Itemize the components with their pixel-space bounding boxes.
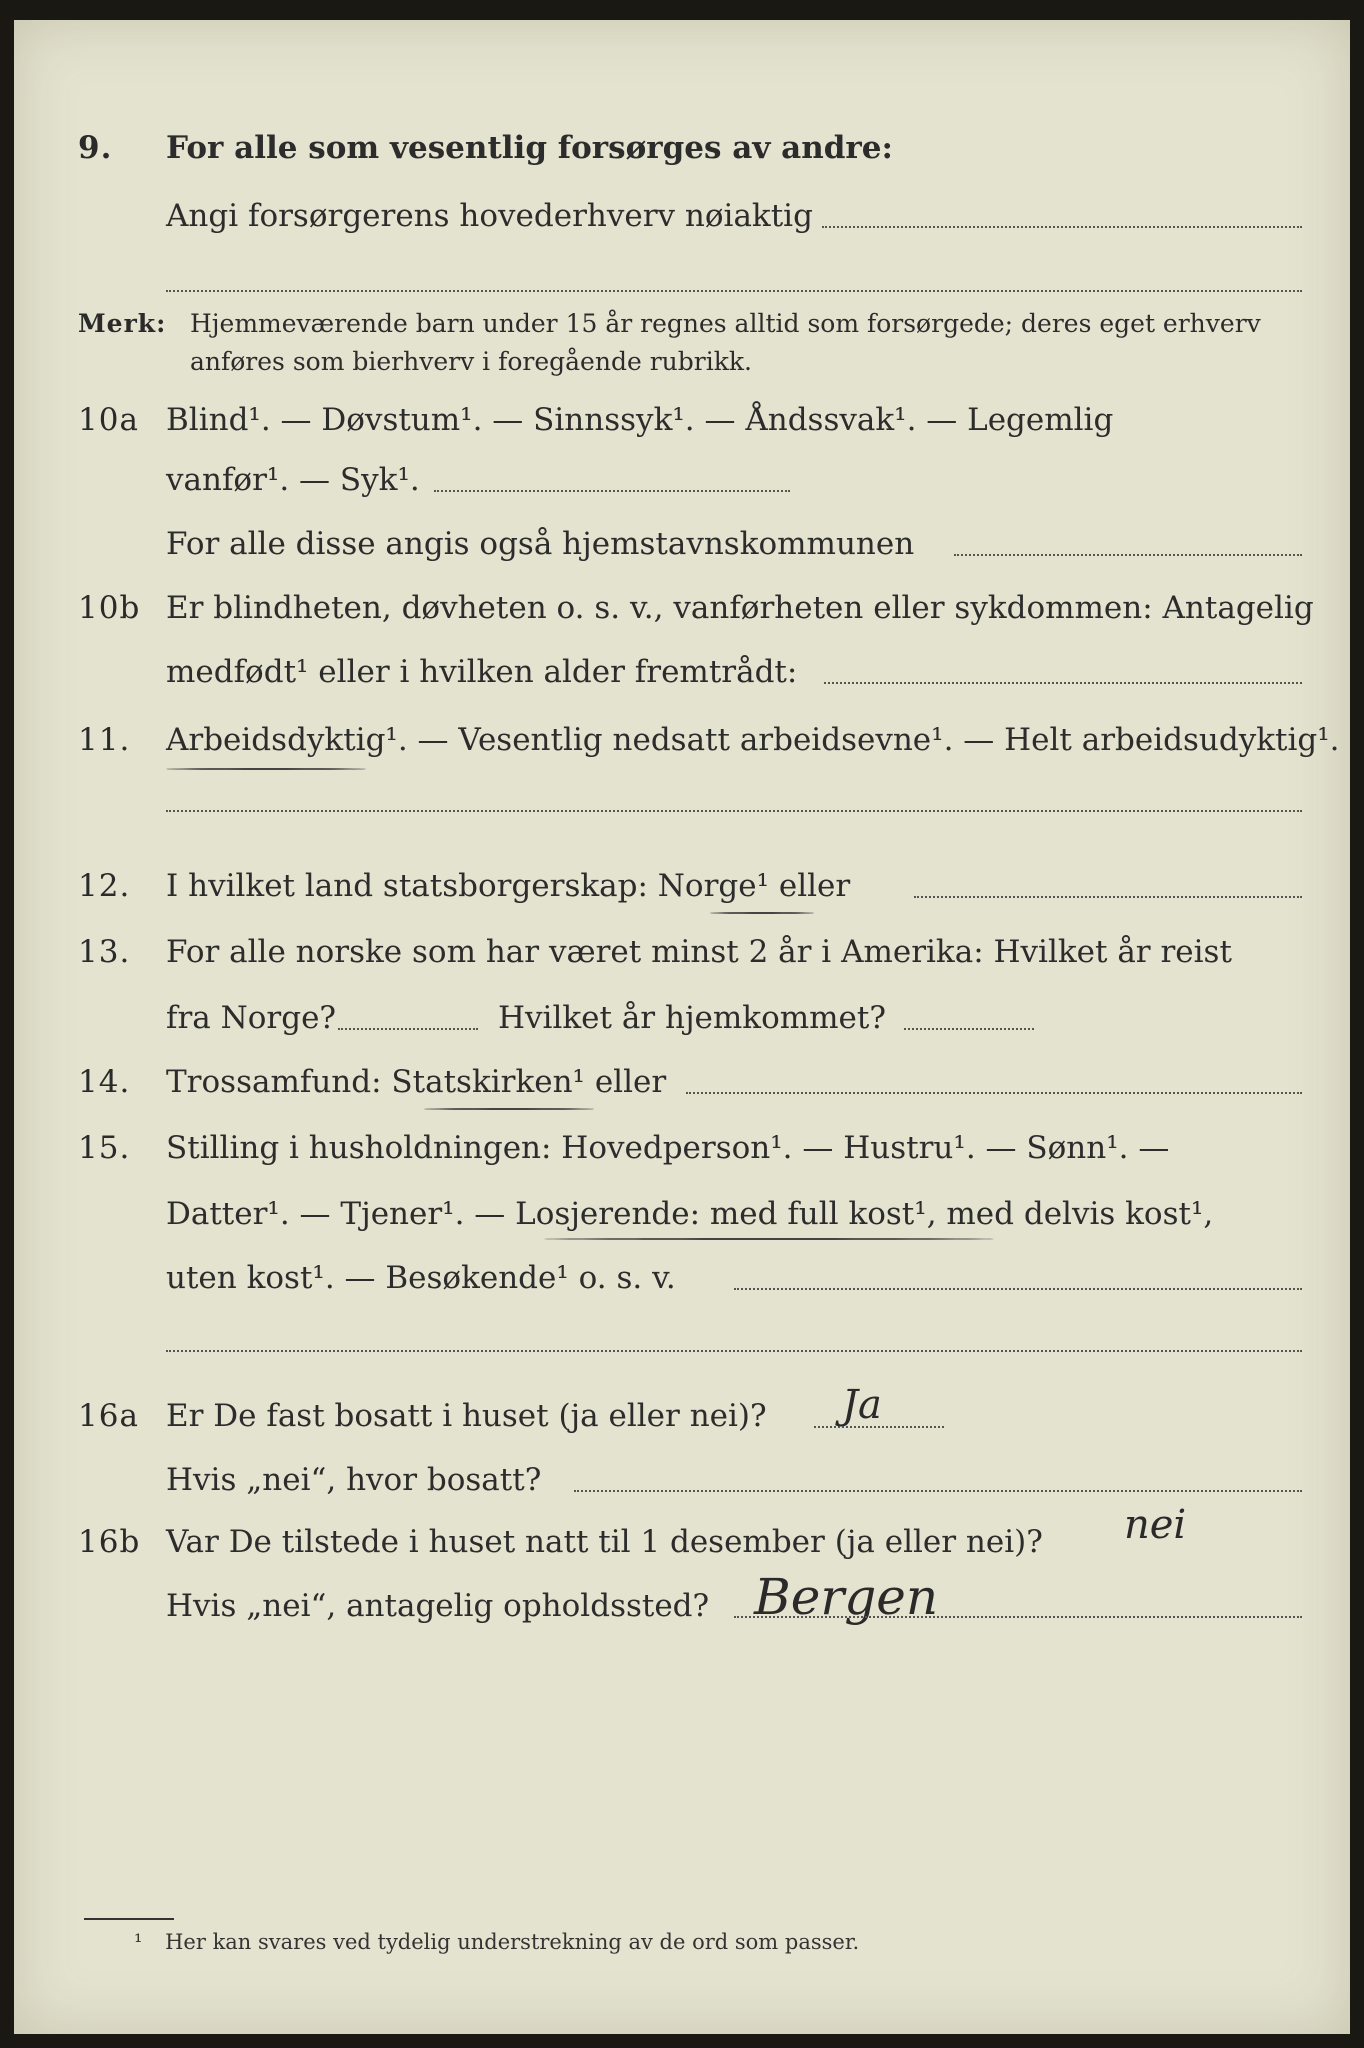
question-text: Hvilket år hjemkommet? [498,1000,886,1036]
footnote-mark: ¹ [134,1930,143,1954]
handwritten-underline [424,1108,594,1110]
handwritten-answer: nei [1124,1502,1187,1548]
answer-line[interactable] [686,1092,1302,1094]
question-15-line2 [14,1186,1350,1242]
question-10b-row [14,580,1350,636]
answer-line[interactable] [574,1490,1302,1492]
question-text: Angi forsørgerens hovederhverv nøiaktig [166,198,813,234]
question-text: For alle disse angis også hjemstavnskommunen [166,526,915,562]
question-10a-line2 [14,452,1350,508]
question-number: 15. [78,1130,131,1166]
answer-line[interactable] [914,896,1302,898]
question-text: Arbeidsdyktig¹. — Vesentlig nedsatt arbeidsevne¹. — Helt arbeidsudyktig¹. [166,722,1340,758]
question-text: fra Norge? [166,1000,337,1036]
note-text-1: Hjemmeværende barn under 15 år regnes alltid som forsørgede; deres eget erhverv [190,309,1261,338]
question-number: 13. [78,934,131,970]
question-number: 11. [78,722,131,758]
question-text: Hvis „nei“, hvor bosatt? [166,1462,542,1498]
question-text: Trossamfund: Statskirken¹ eller [166,1064,667,1100]
question-number: 10b [78,590,141,626]
question-number: 14. [78,1064,131,1100]
footnote-text: Her kan svares ved tydelig understrekning av de ord som passer. [165,1930,860,1954]
handwritten-answer: Ja [842,1382,882,1428]
question-10b-line2 [14,644,1350,700]
question-number: 16b [78,1524,141,1560]
question-16a-row [14,1388,1350,1444]
handwritten-underline [166,768,366,770]
question-14-row [14,1054,1350,1110]
answer-line[interactable] [166,290,1302,292]
question-text: Datter¹. — Tjener¹. — Losjerende: med full kost¹, med delvis kost¹, [166,1196,1214,1232]
question-text: For alle norske som har været minst 2 år i Amerika: Hvilket år reist [166,934,1232,970]
note-text-2: anføres som bierhverv i foregående rubrikk. [190,347,752,376]
question-12-row [14,858,1350,914]
question-number: 12. [78,868,131,904]
answer-line[interactable] [734,1288,1302,1290]
question-text: For alle som vesentlig forsørges av andre: [166,130,893,166]
question-16a-line2 [14,1452,1350,1508]
footnote-rule [84,1918,174,1920]
note-merk [14,305,1350,385]
question-text: Hvis „nei“, antagelig opholdssted? [166,1588,710,1624]
answer-line[interactable] [166,810,1302,812]
handwritten-answer: Bergen [754,1568,939,1626]
question-number: 9. [78,130,113,166]
question-13-row [14,924,1350,980]
question-text: medfødt¹ eller i hvilken alder fremtrådt: [166,654,798,690]
question-15-row [14,1120,1350,1176]
question-text: Blind¹. — Døvstum¹. — Sinnssyk¹. — Åndssvak¹. — Legemlig [166,402,1114,438]
question-text: vanfør¹. — Syk¹. [166,462,420,498]
question-15-line3 [14,1250,1350,1306]
note-label: Merk: [78,309,167,338]
answer-line[interactable] [338,1028,478,1030]
question-text: Er blindheten, døvheten o. s. v., vanførheten eller sykdommen: Antagelig [166,590,1314,626]
answer-line[interactable] [434,490,790,492]
footnote [134,1930,859,1954]
census-form-page [14,20,1350,2034]
question-10a-row [14,392,1350,448]
answer-line[interactable] [166,1350,1302,1352]
question-text: I hvilket land statsborgerskap: Norge¹ eller [166,868,851,904]
answer-line[interactable] [954,554,1302,556]
question-number: 16a [78,1398,139,1434]
question-11-row [14,712,1350,768]
question-text: Stilling i husholdningen: Hovedperson¹. — Hustru¹. — Sønn¹. — [166,1130,1170,1166]
question-text: Er De fast bosatt i huset (ja eller nei)? [166,1398,767,1434]
answer-line[interactable] [824,682,1302,684]
question-9-row [14,120,1350,176]
handwritten-underline [544,1238,994,1240]
question-16b-line2 [14,1578,1350,1634]
answer-line[interactable] [822,226,1302,228]
answer-line[interactable] [814,1426,944,1428]
question-13-line2 [14,990,1350,1046]
question-number: 10a [78,402,139,438]
question-text: uten kost¹. — Besøkende¹ o. s. v. [166,1260,676,1296]
handwritten-underline [710,912,814,914]
question-10a-line3 [14,516,1350,572]
question-text: Var De tilstede i huset natt til 1 desember (ja eller nei)? [166,1524,1043,1560]
answer-line[interactable] [904,1028,1034,1030]
question-9-line2 [14,188,1350,244]
answer-line[interactable] [734,1616,1302,1618]
